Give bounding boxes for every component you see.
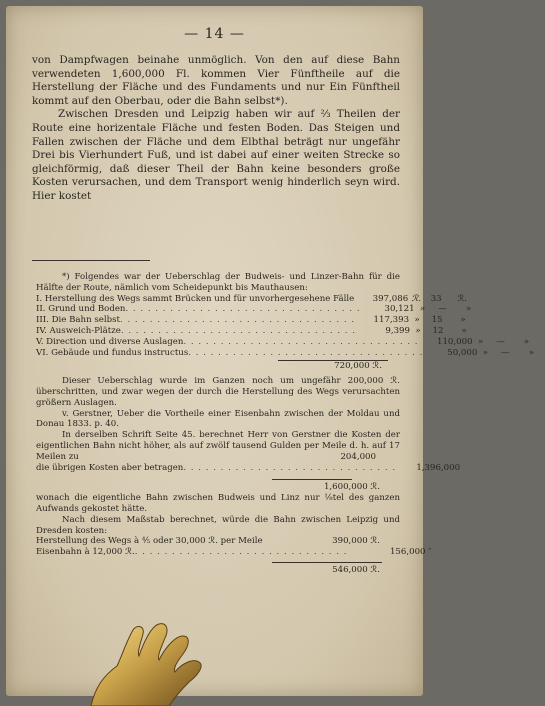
cost-row-kreuzer-unit: » — [523, 336, 530, 347]
footnote-paragraph-6: Nach diesem Maßstab berechnet, würde die Bahn zwischen Leipzig und Dresden kosten: — [36, 514, 400, 536]
calc-row-1-amount: 390,000 ℛ. — [332, 536, 380, 547]
leader-dots: . . . . . . . . . . . . . . . . . . . . . . . . . . . . . . . . — [125, 304, 361, 315]
leader-dots: . . . . . . . . . . . . . . . . . . . . . . . . . . . . . . . . — [183, 336, 419, 347]
cost-row-kreuzer: — — [496, 336, 505, 347]
footnote-block — [36, 272, 534, 576]
other-costs-amount: 1,396,000 — [416, 462, 461, 473]
cost-row-amount: 110,000 — [437, 336, 473, 347]
cost-row — [36, 293, 467, 305]
calc-row-2-label: Eisenbahn à 12,000 ℛ. — [36, 547, 135, 558]
cost-row — [36, 336, 530, 348]
main-text — [32, 54, 400, 204]
footnote-paragraph-3 — [36, 430, 400, 462]
footnote-intro: *) Folgendes war der Ueberschlag der Budweis- und Linzer-Bahn für die Hälfte der Route, nämlich vom Scheidepunkt bis Mauthausen: — [36, 272, 400, 293]
other-costs-label: die übrigen Kosten aber betragen — [36, 462, 184, 473]
book-page — [6, 6, 534, 696]
cost-row-currency: » — [482, 347, 488, 358]
cost-row-kreuzer-unit: » — [460, 315, 466, 326]
cost-table — [36, 293, 534, 359]
sum-rule-2 — [272, 479, 352, 480]
cost-row-kreuzer-unit: » — [528, 347, 534, 358]
main-paragraph-2: Zwischen Dresden und Leipzig haben wir auf ⅔ Theilen der Route eine horizentale Fläche und festen Boden. Das Steigen und Fallen zwischen der Fläche und dem Elbthal beträgt nur ungefähr Drei bis Vierhundert Fuß, und ist dabei auf einer weiten Strecke so gleichförmig, daß dieser Theil der Bahn keine besonders große Kosten verursachen, und dem Transport wenig hinderlich seyn wird. Hier kostet — [32, 108, 400, 202]
footnote-paragraph-3-amount: 204,000 — [340, 451, 376, 462]
cost-row-label: VI. Gebäude und fundus instructus — [36, 347, 189, 358]
brass-hand-clip — [81, 618, 241, 706]
sum-rule-3 — [272, 562, 382, 563]
cost-row — [36, 347, 534, 359]
leader-dots: . . . . . . . . . . . . . . . . . . . . . . . . . . . . . . . . — [120, 325, 356, 336]
footnote-reference: v. Gerstner, Ueber die Vortheile einer Eisenbahn zwischen der Moldau und Donau 1833. p. 40. — [36, 408, 400, 430]
footnote-paragraph-3-text: In derselben Schrift Seite 45. berechnet Herr von Gerstner die Kosten der eigentlichen Bahn nicht höher, als auf zwölf tausend Gulden per Meile d. h. auf 17 Meilen zu — [36, 430, 400, 462]
cost-row-label: III. Die Bahn selbst — [36, 315, 120, 326]
cost-row — [36, 304, 472, 315]
calc-row-2 — [36, 547, 432, 558]
calc-row-1-label: Herstellung des Wegs à ⅘ oder 30,000 ℛ. per Meile — [36, 536, 263, 547]
cost-row-kreuzer: — — [438, 304, 447, 315]
total-3: 546,000 ℛ. — [332, 564, 380, 575]
total-1: 720,000 ℛ. — [334, 361, 382, 372]
cost-row-kreuzer: — — [501, 347, 510, 358]
calc-row-1 — [36, 536, 400, 547]
leader-dots: . . . . . . . . . . . . . . . . . . . . . . . . . . . . . — [183, 462, 397, 473]
leader-dots: . . . . . . . . . . . . . . . . . . . . . . . . . . . . . . . . — [188, 347, 424, 358]
cost-row-kreuzer: 12 — [432, 325, 444, 336]
other-costs-row — [36, 462, 461, 474]
cost-row-amount: 30,121 — [384, 304, 415, 315]
main-paragraph-1: von Dampfwagen beinahe unmöglich. Von den auf diese Bahn verwendeten 1,600,000 Fl. kommen Vier Fünftheile auf die Herstellung der Fläche und des Fundaments und nur Ein Fünftheil kommt auf den Oberbau, oder die Bahn selbst*). — [32, 54, 400, 107]
total-2: 1,600,000 ℛ. — [323, 482, 380, 493]
footnote-paragraph-5: wonach die eigentliche Bahn zwischen Budweis und Linz nur ⅛tel des ganzen Aufwands gekostet hätte. — [36, 493, 400, 514]
calc-row-2-amount: 156,000 ″ — [389, 547, 432, 558]
cost-row-currency: » — [415, 325, 421, 336]
cost-row-currency: » — [419, 304, 426, 315]
cost-row-currency: ℛ. — [411, 293, 421, 304]
cost-row-kreuzer-unit: » — [465, 304, 472, 315]
cost-row-kreuzer: 15 — [431, 315, 443, 326]
cost-row-currency: » — [414, 315, 420, 326]
cost-row — [36, 315, 466, 326]
footnote-paragraph-2: Dieser Ueberschlag wurde im Ganzen noch um ungefähr 200,000 ℛ. überschritten, und zwar wegen der durch die Herstellung des Wegs verursachten größern Auslagen. — [36, 376, 400, 408]
leader-dots: . . . . . . . . . . . . . . . . . . . . . . . . . . . . . . . . — [119, 315, 356, 326]
cost-row-label: I. Herstellung des Wegs sammt Brücken und für unvorhergesehene Fälle — [36, 293, 355, 304]
cost-row-label: II. Grund und Boden — [36, 304, 126, 315]
cost-row-label: IV. Ausweich-Plätze — [36, 325, 121, 336]
cost-row-amount: 117,393 — [373, 315, 410, 326]
cost-row-currency: » — [477, 336, 484, 347]
cost-row — [36, 325, 467, 337]
cost-row-label: V. Direction und diverse Auslagen — [36, 336, 184, 347]
cost-row-amount: 397,086 — [372, 293, 409, 304]
cost-row-amount: 9,399 — [385, 325, 410, 336]
page-number: — 14 — — [184, 26, 245, 42]
cost-row-kreuzer: 33 — [430, 293, 442, 304]
leader-dots: . . . . . . . . . . . . . . . . . . . . . . . . . . . . . — [134, 547, 348, 558]
cost-row-kreuzer-unit: » — [461, 325, 467, 336]
cost-row-amount: 50,000 — [447, 347, 478, 358]
sum-rule-1 — [278, 360, 388, 361]
cost-row-kreuzer-unit: ℛ. — [457, 293, 467, 304]
footnote-divider — [32, 260, 150, 261]
